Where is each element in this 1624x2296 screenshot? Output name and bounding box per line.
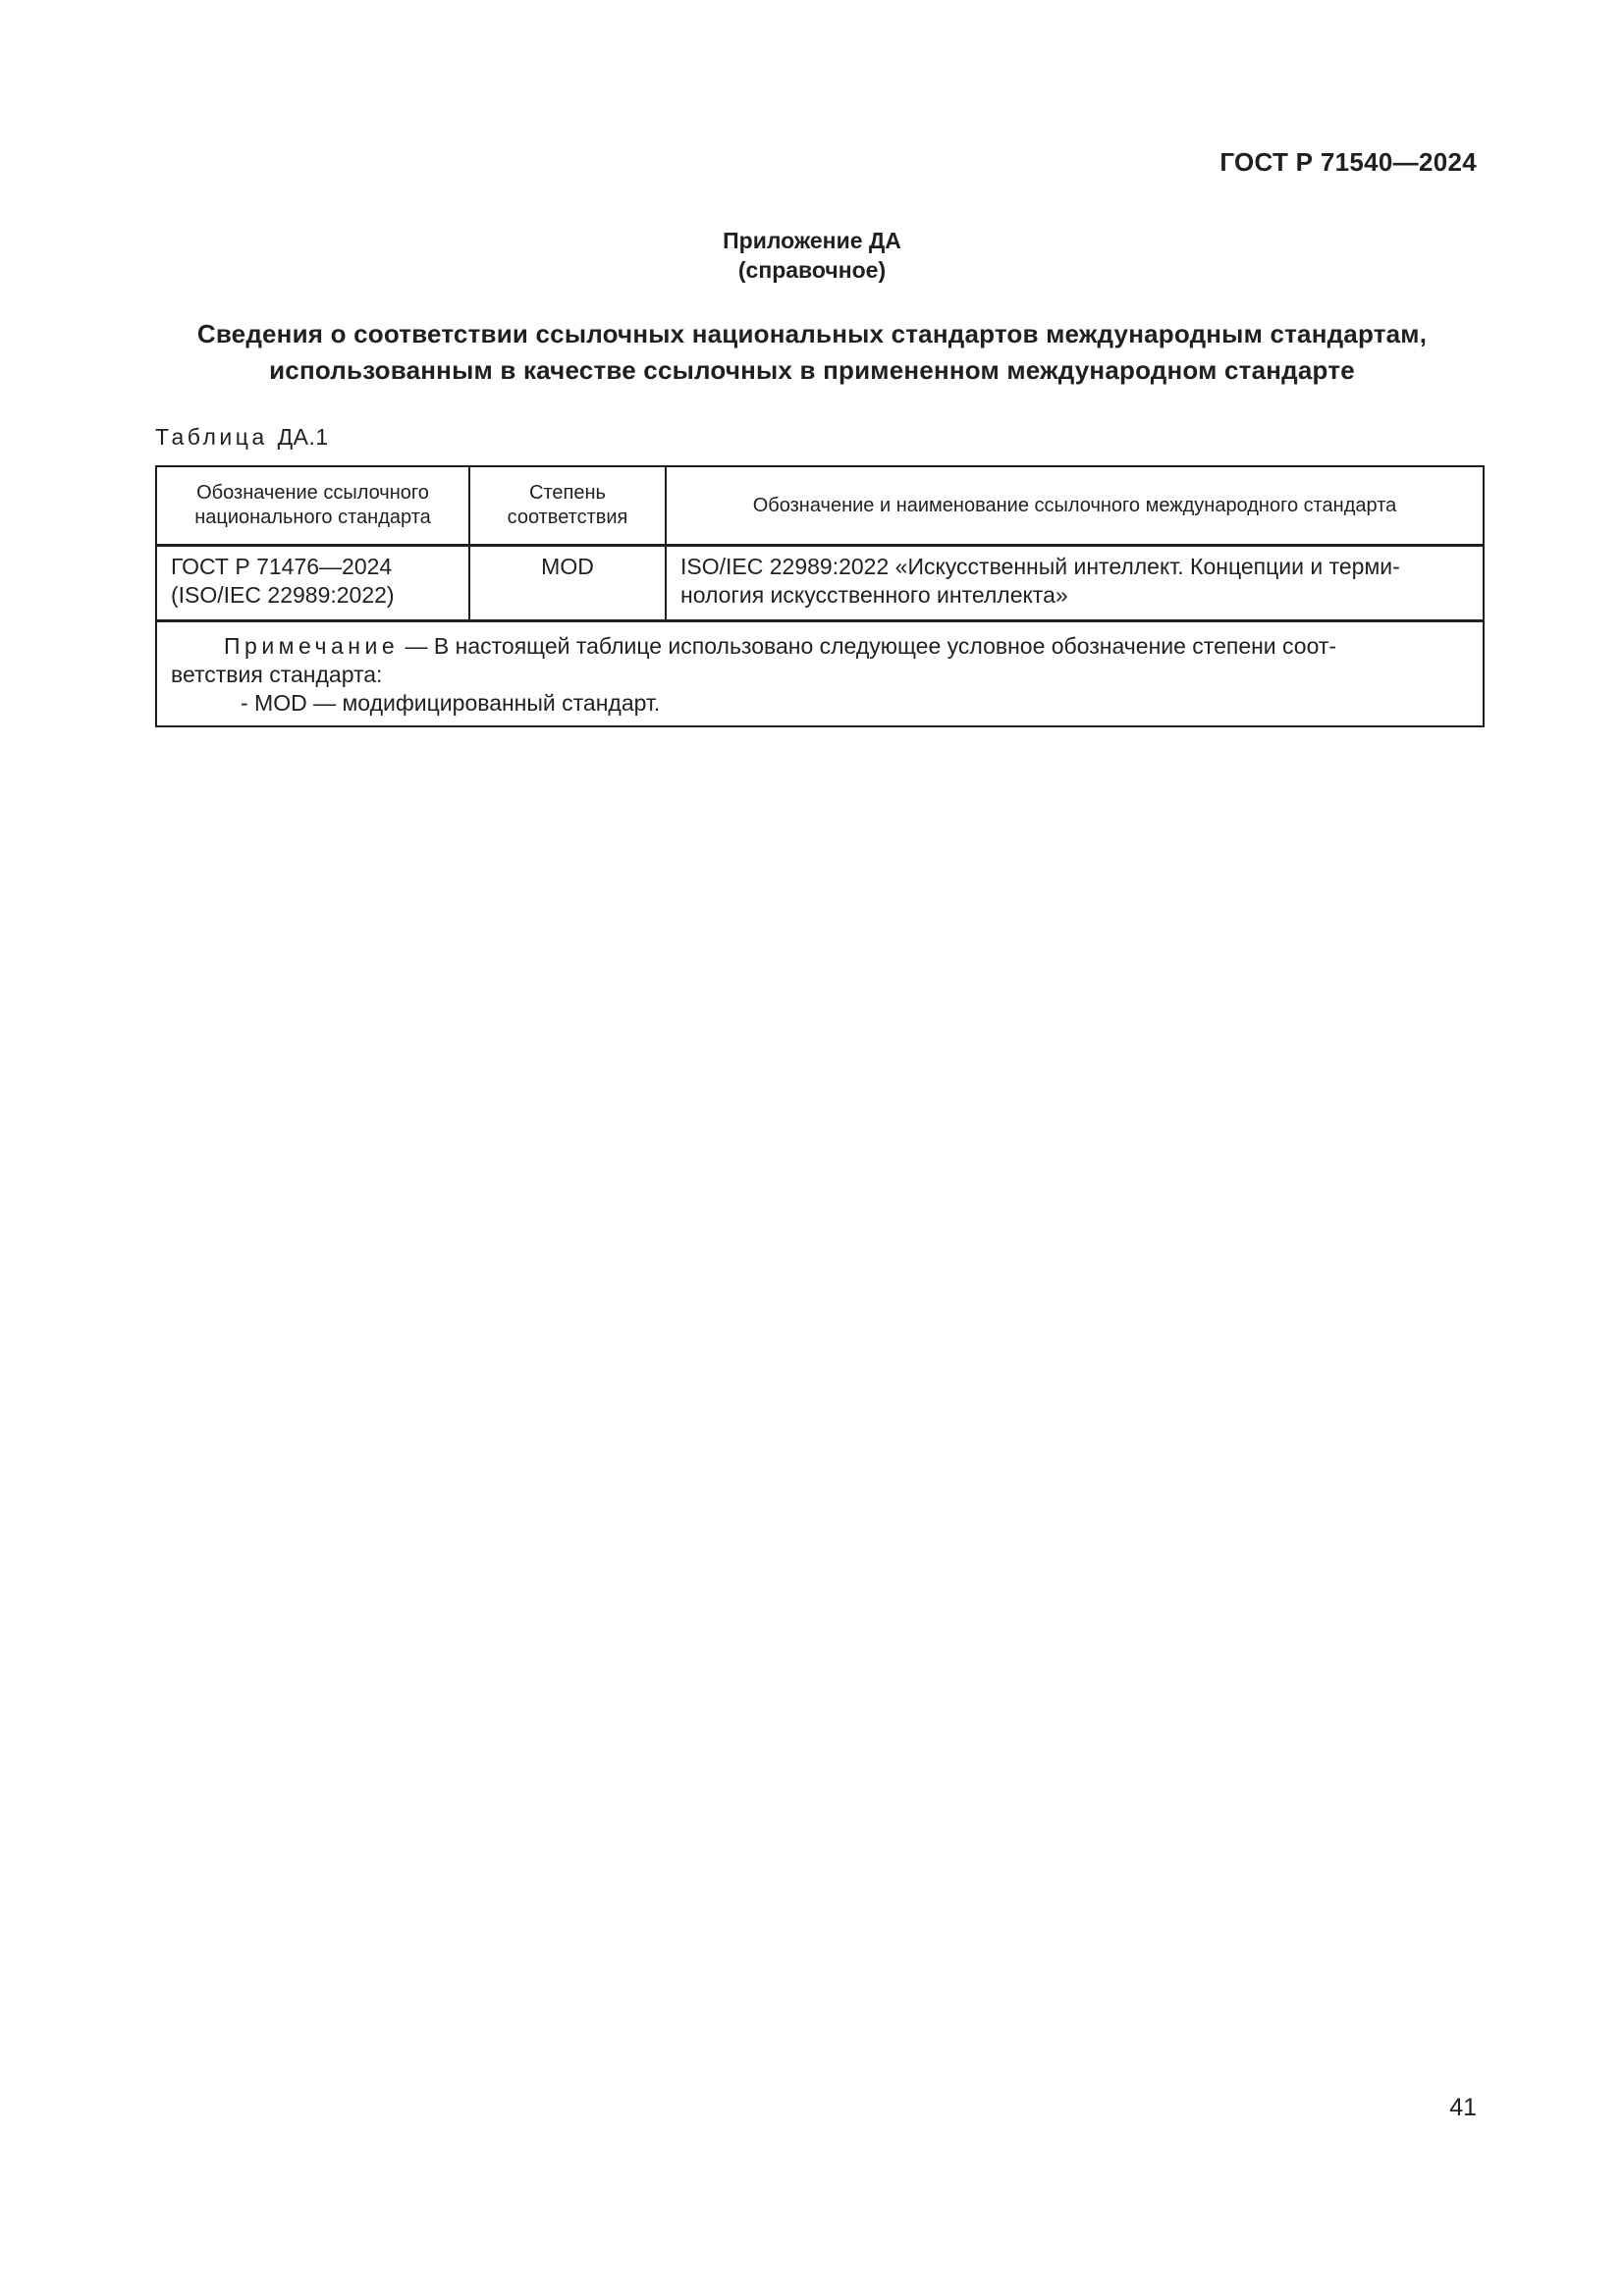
note-text: — В настоящей таблице использовано следующее условное обозначение степени соот- [399,633,1337,659]
section-title-line-2: использованным в качестве ссылочных в примененном международном стандарте [269,355,1355,385]
table-header-row [156,466,1484,546]
column-header-national-standard: Обозначение ссылочного национального стандарта [156,466,469,546]
table-caption-word: Таблица [155,424,268,450]
reference-standards-table [155,465,1485,727]
cell-degree: MOD [469,546,666,621]
document-code: ГОСТ Р 71540—2024 [1219,147,1477,177]
section-title-line-1: Сведения о соответствии ссылочных национальных стандартов международным стандартам, [196,319,1428,348]
column-header-degree: Степень соответствия [469,466,666,546]
appendix-subtitle: (справочное) [737,257,887,283]
table-note-row [156,621,1484,727]
note-line-1 [171,632,1469,661]
appendix-title: Приложение ДА [723,228,901,253]
note-item: - MOD — модифицированный стандарт. [241,690,661,716]
note-label: Примечание [224,633,400,659]
table-caption [155,424,329,451]
note-line-2: ветствия стандарта: [171,662,383,687]
cell-national-standard: ГОСТ Р 71476—2024 (ISO/IEC 22989:2022) [156,546,469,621]
section-title [147,316,1477,389]
cell-international-standard: ISO/IEC 22989:2022 «Искусственный интеллект. Концепции и терми- нология искусственного интеллекта» [666,546,1484,621]
appendix-heading [0,226,1624,285]
page-number: 41 [1449,2094,1477,2121]
table-row [156,546,1484,621]
table-caption-number: ДА.1 [277,424,329,450]
table-note [156,621,1484,727]
column-header-international-standard: Обозначение и наименование ссылочного международного стандарта [666,466,1484,546]
